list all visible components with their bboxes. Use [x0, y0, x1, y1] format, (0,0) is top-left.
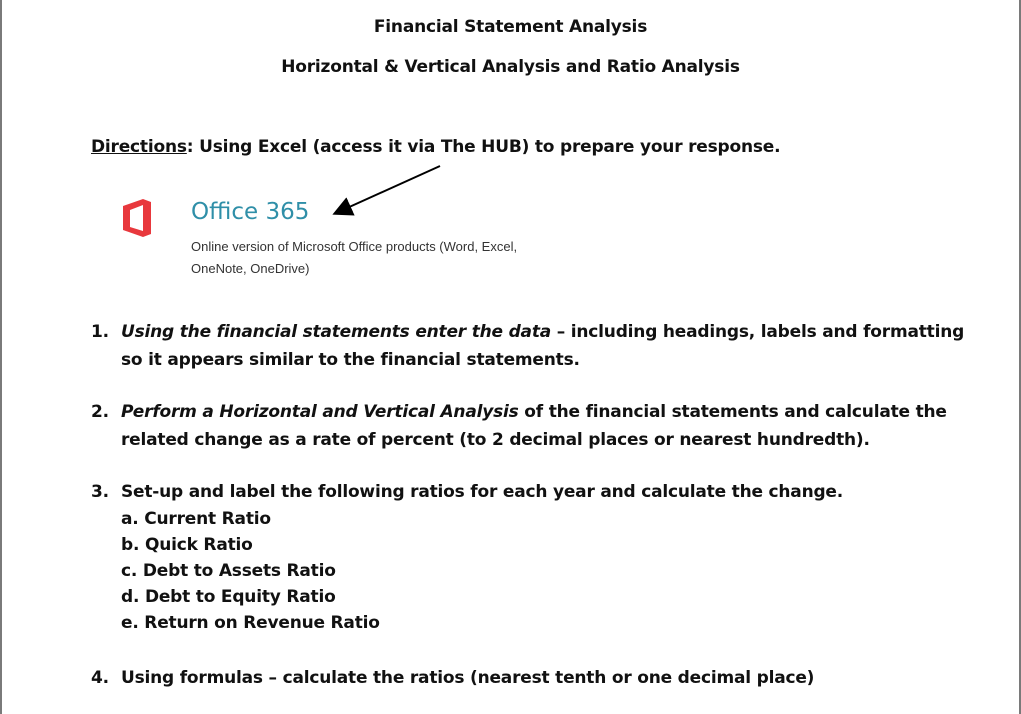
instruction-text: Set-up and label the following ratios for each year and calculate the change.	[121, 482, 844, 502]
directions-text: : Using Excel (access it via The HUB) to prepare your response.	[186, 137, 781, 157]
ratio-list-item: a. Current Ratio	[121, 509, 271, 529]
instruction-text: – including headings, labels and formatting so it appears similar to the financial statements.	[121, 322, 965, 370]
office-365-name: Office 365	[191, 199, 310, 225]
page-border-left	[0, 0, 2, 714]
ratio-list-item: b. Quick Ratio	[121, 535, 253, 555]
instruction-number: 4.	[91, 668, 109, 688]
ratio-list-item: d. Debt to Equity Ratio	[121, 587, 336, 607]
directions-line	[91, 137, 780, 157]
ratio-list-item: e. Return on Revenue Ratio	[121, 613, 380, 633]
instruction-text: of the financial statements and calculate the related change as a rate of percent (to 2 decimal places or nearest hundredth).	[121, 402, 947, 450]
ratio-list-item: c. Debt to Assets Ratio	[121, 561, 336, 581]
office-logo-icon	[121, 198, 153, 238]
office-365-description: Online version of Microsoft Office products (Word, Excel, OneNote, OneDrive)	[191, 239, 518, 276]
instruction-emphasis: Perform a Horizontal and Vertical Analysis	[121, 402, 519, 422]
instruction-text: Using formulas – calculate the ratios (nearest tenth or one decimal place)	[121, 668, 815, 688]
instruction-emphasis: Using the financial statements enter the data	[121, 322, 552, 342]
instruction-number: 1.	[91, 322, 109, 342]
instruction-number: 2.	[91, 402, 109, 422]
instruction-number: 3.	[91, 482, 109, 502]
document-title: Financial Statement Analysis	[373, 17, 648, 37]
document-subtitle: Horizontal & Vertical Analysis and Ratio Analysis	[281, 57, 740, 77]
directions-label: Directions	[91, 137, 187, 157]
